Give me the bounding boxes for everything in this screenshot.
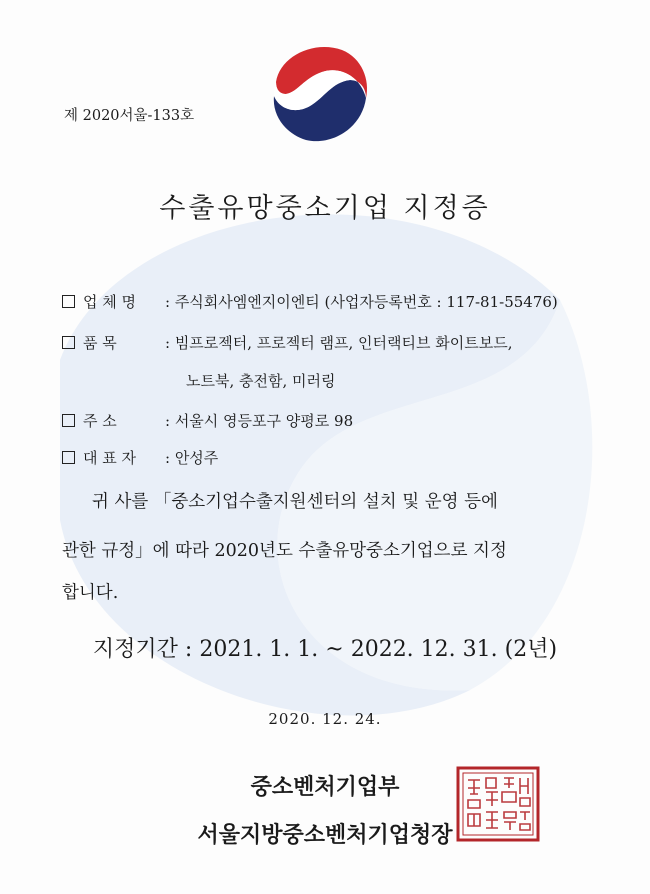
designation-period: 지정기간 : 2021. 1. 1. ~ 2022. 12. 31. (2년) [92, 637, 558, 662]
field-products [62, 332, 513, 353]
checkbox-square-icon [62, 295, 75, 308]
field-products-continued [186, 370, 335, 391]
checkbox-square-icon [62, 451, 75, 464]
document-title: 수출유망중소기업 지정증 [159, 193, 491, 224]
statement-line: 관한 규정」에 따라 2020년도 수출유망중소기업으로 지정 [62, 541, 507, 561]
field-address [62, 410, 353, 431]
issue-date: 2020. 12. 24. [268, 710, 382, 728]
field-company [62, 291, 558, 312]
certificate-number: 제 2020서울-133호 [64, 108, 195, 124]
government-emblem-icon [262, 36, 374, 148]
field-label: 주 소 [83, 412, 117, 430]
field-value: 노트북, 충전함, 미러링 [186, 372, 336, 390]
checkbox-square-icon [62, 414, 75, 427]
checkbox-square-icon [62, 336, 75, 349]
statement-line: 귀 사를 「중소기업수출지원센터의 설치 및 운영 등에 [92, 492, 498, 512]
field-label: 업 체 명 [83, 293, 137, 311]
statement-line: 합니다. [62, 583, 119, 603]
field-value: : 서울시 영등포구 양평로 98 [165, 412, 354, 430]
issuer-ministry: 중소벤처기업부 [250, 774, 400, 800]
field-representative [62, 447, 218, 468]
field-value: : 빔프로젝터, 프로젝터 램프, 인터랙티브 화이트보드, [165, 334, 513, 352]
field-value: : 안성주 [165, 449, 219, 467]
official-seal-stamp [456, 766, 540, 842]
field-value: : 주식회사엠엔지이엔티 (사업자등록번호 : 117-81-55476) [165, 293, 558, 311]
issuer-office: 서울지방중소벤처기업청장 [197, 822, 453, 848]
field-label: 대 표 자 [83, 449, 137, 467]
field-label: 품 목 [83, 334, 117, 352]
